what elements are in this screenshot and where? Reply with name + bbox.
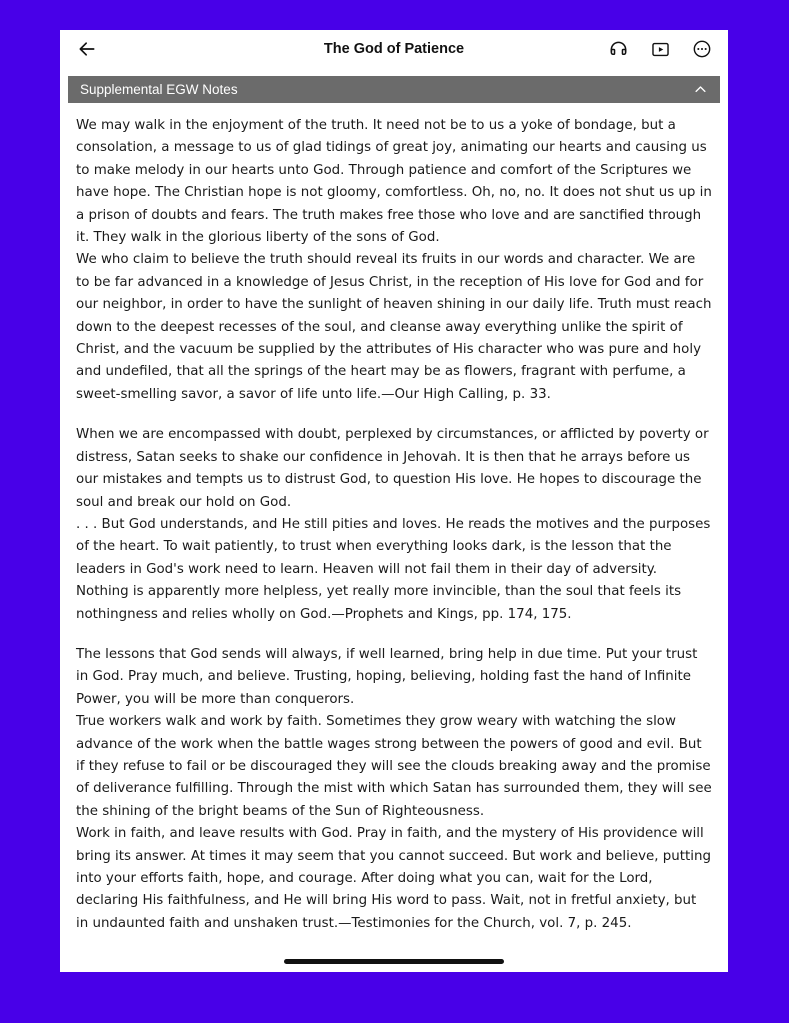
paragraph: . . . But God understands, and He still pities and loves. He reads the motives and the purposes of the heart. To wait patiently, to trust when everything looks dark, is the lesson that the leaders in God's work need to learn. Heaven will not fail them in their day of adversity. Nothing is apparently more helpless, yet really more invincible, than the soul that feels its nothingness and relies wholly on God.—Prophets and Kings, pp. 174, 175. <box>76 516 711 622</box>
top-bar-actions <box>606 37 714 61</box>
headphones-icon[interactable] <box>606 37 630 61</box>
top-app-bar <box>60 30 728 68</box>
app-window <box>60 30 728 972</box>
home-indicator[interactable] <box>284 959 504 964</box>
paragraph: The lessons that God sends will always, if well learned, bring help in due time. Put your trust in God. Pray much, and believe. Trusting, hoping, believing, holding fast the hand of Infinite Power, you will be more than conquerors. <box>76 646 698 707</box>
back-button[interactable] <box>74 36 100 62</box>
paragraph-spacer <box>76 406 712 424</box>
section-header-label: Supplemental EGW Notes <box>80 82 238 97</box>
paragraph-spacer <box>76 626 712 644</box>
article-body[interactable] <box>60 103 728 950</box>
video-player-icon[interactable] <box>648 37 672 61</box>
home-indicator-area <box>60 950 728 972</box>
paragraph: Work in faith, and leave results with God. Pray in faith, and the mystery of His providence will bring its answer. At times it may seem that you cannot succeed. But work and believe, putting into your efforts faith, hope, and courage. After doing what you can, wait for the Lord, declaring His faithfulness, and He will bring His word to pass. Wait, not in fretful anxiety, but in undaunted faith and unshaken trust.—Testimonies for the Church, vol. 7, p. 245. <box>76 826 711 931</box>
paragraph: When we are encompassed with doubt, perplexed by circumstances, or afflicted by poverty or distress, Satan seeks to shake our confidence in Jehovah. It is then that he arrays before us our mistakes and tempts us to distrust God, to question His love. He hopes to discourage the soul and break our hold on God. <box>76 427 709 510</box>
arrow-left-icon <box>77 39 97 59</box>
page-title: The God of Patience <box>323 41 465 57</box>
paragraph: True workers walk and work by faith. Sometimes they grow weary with watching the slow advance of the work when the battle wages strong between the powers of good and evil. But if they refuse to fail or be discouraged they will see the clouds breaking away and the promise of deliverance fulfilling. Through the mist with which Satan has surrounded them, they will see the shining of the bright beams of the Sun of Righteousness. <box>76 714 712 819</box>
paragraph: We who claim to believe the truth should reveal its fruits in our words and character. We are to be far advanced in a knowledge of Jesus Christ, in the reception of His love for God and for our neighbor, in order to have the sunlight of heaven shining in our daily life. Truth must reach down to the deepest recesses of the soul, and cleanse away everything unlike the spirit of Christ, and the vacuum be supplied by the attributes of His character who was pure and holy and undefiled, that all the springs of the heart may be as flowers, fragrant with perfume, a sweet-smelling savor, a savor of life unto life.—Our High Calling, p. 33. <box>76 252 712 402</box>
supplemental-notes-section-header[interactable] <box>68 76 720 103</box>
more-options-icon[interactable] <box>690 37 714 61</box>
paragraph: We may walk in the enjoyment of the truth. It need not be to us a yoke of bondage, but a consolation, a message to us of glad tidings of great joy, animating our hearts and causing us to make melody in our hearts unto God. Through patience and comfort of the Scriptures we have hope. The Christian hope is not gloomy, comfortless. Oh, no, no. It does not shut us up in a prison of doubts and fears. The truth makes free those who love and are sanctified through it. They walk in the glorious liberty of the sons of God. <box>76 118 712 246</box>
chevron-up-icon[interactable] <box>693 82 708 97</box>
